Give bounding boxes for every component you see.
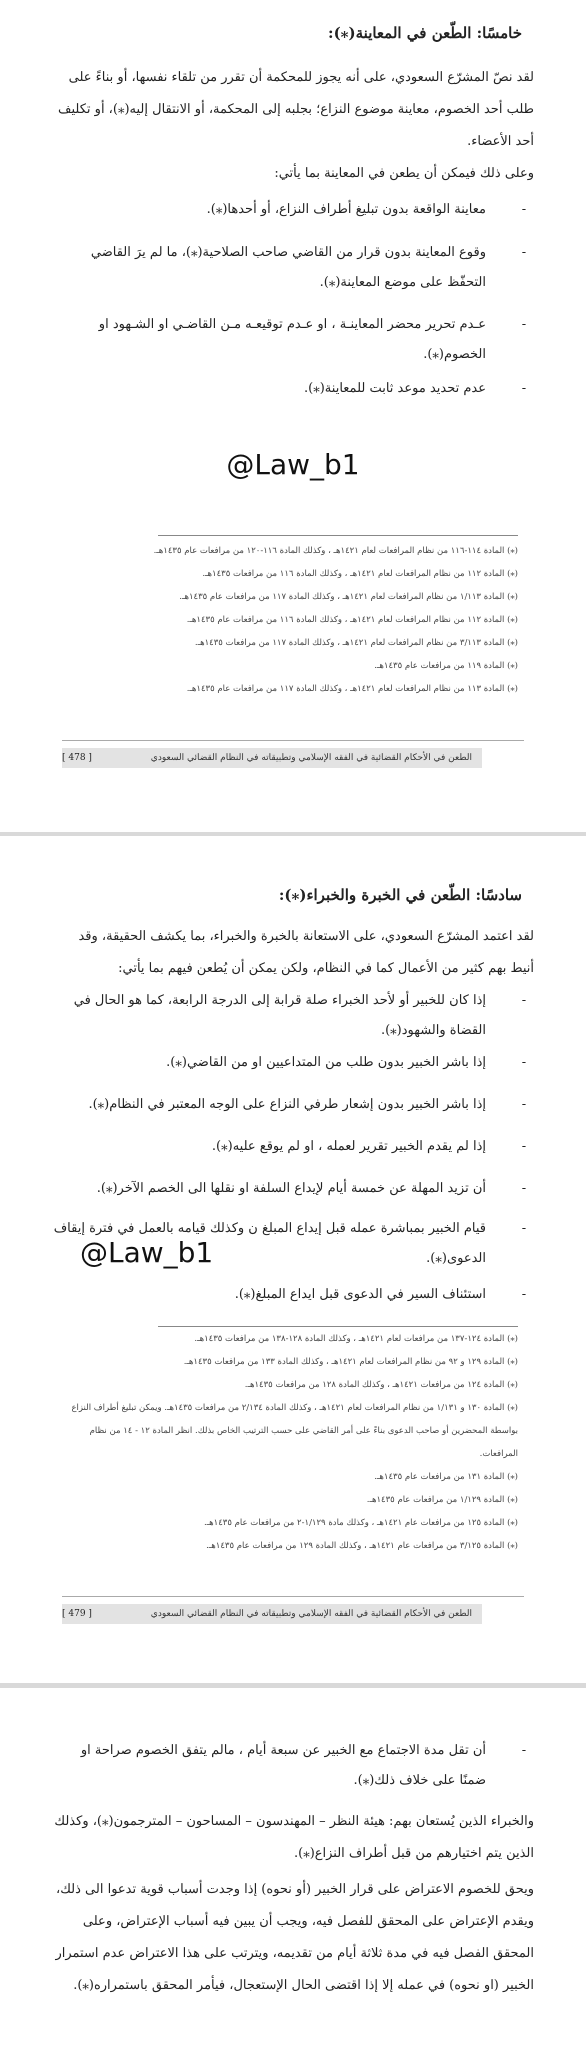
bullet-dash: - bbox=[521, 1743, 527, 1758]
lead-paragraph: وعلى ذلك فيمكن أن يطعن في المعاينة بما يأتي: bbox=[274, 166, 534, 181]
footnotes bbox=[68, 1328, 518, 1558]
watermark: @Law_b1 bbox=[226, 448, 360, 481]
footnotes bbox=[68, 540, 518, 701]
bullet-item: - قيام الخبير بمباشرة عمله قبل إيداع المبلغ ن وكذلك قيامه بالعمل في فترة إيقاف الدعوى(⁎). bbox=[52, 1214, 534, 1274]
bullet-item: - أن تزيد المهلة عن خمسة أيام لإيداع السلفة او نقلها الى الخصم الآخر(⁎). bbox=[52, 1174, 534, 1204]
document-page-479 bbox=[0, 836, 586, 1683]
intro-paragraph: لقد اعتمد المشرّع السعودي، على الاستعانة بالخبرة والخبراء، بما يكشف الحقيقة، وقد أنيط بهم كثير من الأعمال كما في النظام، ولكن يمكن أن يُطعن فيهم بما يأتي: bbox=[78, 929, 534, 976]
bullet-dash: - bbox=[521, 1181, 527, 1196]
section-heading: سادسًا: الطّعن في الخبرة والخبراء(⁎): bbox=[278, 886, 522, 904]
running-footer: الطعن في الأحكام القضائية في الفقه الإسلامي وتطبيقاته في النظام القضائي السعودي bbox=[62, 1604, 482, 1624]
watermark: @Law_b1 bbox=[80, 1236, 214, 1269]
bullet-item: - إذا كان للخبير أو لأحد الخبراء صلة قرابة إلى الدرجة الرابعة، كما هو الحال في القضاة والشهود(⁎). bbox=[52, 986, 534, 1046]
bullet-item: - إذا باشر الخبير بدون طلب من المتداعيين او من القاضي(⁎). bbox=[52, 1048, 534, 1078]
footnote: (⁎) المادة ١٢٤ من مرافعات ١٤٢١هـ ، وكذلك المادة ١٢٨ من مرافعات ١٤٣٥هـ. bbox=[244, 1380, 518, 1390]
footnote: (⁎) المادة ٣/١٢٥ من مرافعات عام ١٤٢١هـ ، وكذلك المادة ١٢٩ من مرافعات عام ١٤٣٥هـ. bbox=[206, 1541, 518, 1551]
bullet-item: - وقوع المعاينة بدون قرار من القاضي صاحب الصلاحية(⁎)، ما لم يرَ القاضي التحفّظ على موضع المعاينة(⁎). bbox=[52, 238, 534, 298]
document-page-478 bbox=[0, 0, 586, 832]
page-number: [ 478 ] bbox=[62, 753, 92, 763]
footnote: (⁎) المادة ١١٤-١١٦ من نظام المرافعات لعام ١٤٢١هـ ، وكذلك المادة ١١٦-١٢٠ من مرافعات عام ١٤٣٥هـ. bbox=[153, 546, 518, 556]
bullet-item: - معاينة الواقعة بدون تبليغ أطراف النزاع، أو أحدها(⁎). bbox=[52, 195, 534, 225]
footnote: (⁎) المادة ١/١٢٩ من مرافعات عام ١٤٣٥هـ. bbox=[366, 1495, 518, 1505]
section-heading: خامسًا: الطّعن في المعاينة(⁎): bbox=[328, 24, 522, 42]
footnote: (⁎) المادة ١١٣ من نظام المرافعات لعام ١٤٢١هـ ، وكذلك المادة ١١٧ من مرافعات عام ١٤٣٥هـ. bbox=[186, 684, 518, 694]
bullet-dash: - bbox=[521, 1139, 527, 1154]
bullet-dash: - bbox=[521, 993, 527, 1008]
footnote: (⁎) المادة ١٢٥ من مرافعات عام ١٤٢١هـ ، وكذلك مادة ١/١٢٩-٢ من مرافعات عام ١٤٣٥هـ. bbox=[203, 1518, 518, 1528]
running-footer: الطعن في الأحكام القضائية في الفقه الإسلامي وتطبيقاته في النظام القضائي السعودي bbox=[62, 748, 482, 768]
intro-paragraph: لقد نصّ المشرّع السعودي، على أنه يجوز للمحكمة أن تقرر من تلقاء نفسها، أو بناءً على طلب أحد الخصوم، معاينة موضوع النزاع؛ بجلبه إلى المحكمة، أو الانتقال إليه(⁎)، أو تكليف أحد الأعضاء. bbox=[58, 70, 534, 149]
bullet-dash: - bbox=[521, 1221, 527, 1236]
bullet-dash: - bbox=[521, 1287, 527, 1302]
footnote: (⁎) المادة ١٢٤-١٣٧ من مرافعات لعام ١٤٢١هـ ، وكذلك المادة ١٢٨-١٣٨ من مرافعات ١٤٣٥هـ. bbox=[194, 1334, 518, 1344]
bullet-dash: - bbox=[521, 202, 527, 217]
footnote: (⁎) المادة ١١٩ من مرافعات عام ١٤٣٥هـ. bbox=[374, 661, 518, 671]
footnote: (⁎) المادة ١/١١٣ من نظام المرافعات لعام ١٤٢١هـ ، وكذلك المادة ١١٧ من مرافعات عام ١٤٣٥هـ. bbox=[179, 592, 518, 602]
footnote-divider bbox=[158, 1326, 518, 1327]
document-page-480 bbox=[0, 1688, 586, 2048]
footer-divider bbox=[62, 740, 524, 741]
bullet-dash: - bbox=[521, 381, 527, 396]
footnote: (⁎) المادة ١٢٩ و ٩٢ من نظام المرافعات لعام ١٤٢١هـ ، وكذلك المادة ١٣٣ من مرافعات ١٤٣٥هـ. bbox=[183, 1357, 518, 1367]
objection-paragraph: ويحق للخصوم الاعتراض على قرار الخبير (أو نحوه) إذا وجدت أسباب قوية تدعوا الى ذلك، ويقدم الإعتراض على المحقق للفصل فيه، ويجب أن يبين فيه أسباب الإعتراض، وعلى المحقق الفصل فيه في مدة ثلاثة أيام من تقديمه، ويترتب على هذا الاعتراض عدم استمرار الخبير (او نحوه) في عمله إلا إذا اقتضى الحال الإستعجال، فيأمر المحقق باستمراره(⁎). bbox=[55, 1882, 534, 1993]
footnote-divider bbox=[158, 535, 518, 536]
footnote: (⁎) المادة ١١٢ من نظام المرافعات لعام ١٤٢١هـ ، وكذلك المادة ١١٦ من مرافعات عام ١٤٣٥هـ. bbox=[186, 615, 518, 625]
bullet-dash: - bbox=[521, 317, 527, 332]
bullet-dash: - bbox=[521, 1097, 527, 1112]
bullet-item: - عدم تحديد موعد ثابت للمعاينة(⁎). bbox=[52, 374, 534, 404]
footnote: (⁎) المادة ١٣١ من مرافعات عام ١٤٣٥هـ. bbox=[374, 1472, 518, 1482]
bullet-item: - أن تقل مدة الاجتماع مع الخبير عن سبعة أيام ، مالم يتفق الخصوم صراحة او ضمنًا على خلاف ذلك(⁎). bbox=[52, 1736, 534, 1796]
bullet-item: - عـدم تحرير محضر المعاينـة ، او عـدم توقيعـه مـن القاضـي او الشـهود او الخصوم(⁎). bbox=[52, 310, 534, 370]
bullet-item: - استئناف السير في الدعوى قبل ايداع المبلغ(⁎). bbox=[52, 1280, 534, 1310]
footnote: (⁎) المادة ١٣٠ و ١/١٣١ من نظام المرافعات لعام ١٤٢١هـ ، وكذلك المادة ٢/١٣٤ من مرافعات ١٤٣٥هـ. ويمكن تبليغ أطراف النزاع بواسطة المحضرين أو صاحب الدعوى بناءً على أمر القاضي على حسب الترتيب الخاص بذلك. انظر المادة ١٢ - ١٤ من نظام المرافعات. bbox=[71, 1403, 518, 1459]
experts-paragraph: والخبراء الذين يُستعان بهم: هيئة النظر – المهندسون – المساحون – المترجمون(⁎)، وكذلك الذين يتم اختيارهم من قبل أطراف النزاع(⁎). bbox=[54, 1814, 534, 1861]
footer-divider bbox=[62, 1596, 524, 1597]
bullet-dash: - bbox=[521, 1055, 527, 1070]
bullet-item: - إذا لم يقدم الخبير تقرير لعمله ، او لم يوقع عليه(⁎). bbox=[52, 1132, 534, 1162]
footnote: (⁎) المادة ١١٢ من نظام المرافعات لعام ١٤٢١هـ ، وكذلك المادة ١١٦ من مرافعات ١٤٣٥هـ. bbox=[202, 569, 518, 579]
bullet-dash: - bbox=[521, 245, 527, 260]
bullet-item: - إذا باشر الخبير بدون إشعار طرفي النزاع على الوجه المعتبر في النظام(⁎). bbox=[52, 1090, 534, 1120]
page-number: [ 479 ] bbox=[62, 1609, 92, 1619]
footnote: (⁎) المادة ٣/١١٣ من نظام المرافعات لعام ١٤٢١هـ ، وكذلك المادة ١١٧ من مرافعات ١٤٣٥هـ. bbox=[194, 638, 518, 648]
